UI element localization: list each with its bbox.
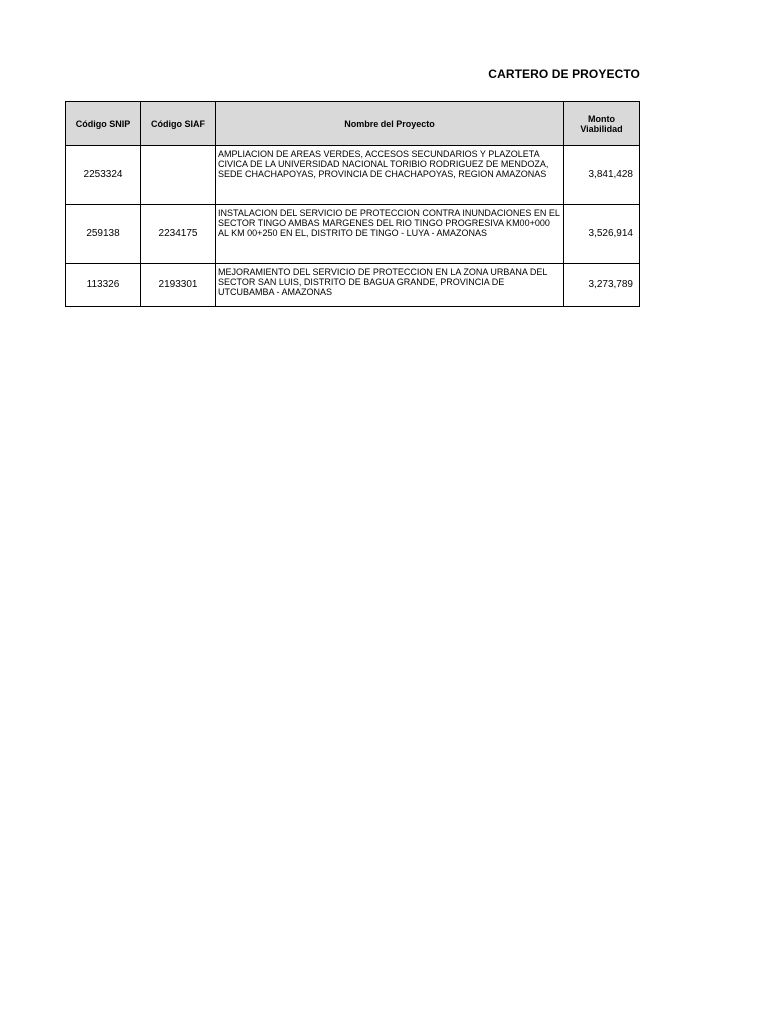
- cell-monto-viabilidad: 3,526,914: [564, 205, 640, 264]
- table-row: [66, 146, 640, 205]
- table-header-row: [66, 102, 640, 146]
- cell-codigo-snip: 113326: [66, 264, 141, 307]
- header-codigo-siaf: Código SIAF: [141, 102, 216, 146]
- project-table: [65, 101, 640, 307]
- cell-monto-viabilidad: 3,841,428: [564, 146, 640, 205]
- document-title: CARTERO DE PROYECTO: [488, 67, 640, 81]
- header-nombre-proyecto: Nombre del Proyecto: [216, 102, 564, 146]
- cell-monto-viabilidad: 3,273,789: [564, 264, 640, 307]
- cell-nombre-proyecto: MEJORAMIENTO DEL SERVICIO DE PROTECCION EN LA ZONA URBANA DEL SECTOR SAN LUIS, DISTRITO DE BAGUA GRANDE, PROVINCIA DE UTCUBAMBA - AMAZONAS: [216, 264, 564, 307]
- header-codigo-snip: Código SNIP: [66, 102, 141, 146]
- header-monto-viabilidad: Monto Viabilidad: [564, 102, 640, 146]
- cell-codigo-siaf: 2193301: [141, 264, 216, 307]
- cell-codigo-siaf: 2234175: [141, 205, 216, 264]
- table-row: [66, 205, 640, 264]
- cell-codigo-siaf: [141, 146, 216, 205]
- cell-codigo-snip: 2253324: [66, 146, 141, 205]
- cell-nombre-proyecto: INSTALACION DEL SERVICIO DE PROTECCION CONTRA INUNDACIONES EN EL SECTOR TINGO AMBAS MARGENES DEL RIO TINGO PROGRESIVA KM00+000 AL KM 00+250 EN EL, DISTRITO DE TINGO - LUYA - AMAZONAS: [216, 205, 564, 264]
- table-row: [66, 264, 640, 307]
- cell-nombre-proyecto: AMPLIACION DE AREAS VERDES, ACCESOS SECUNDARIOS Y PLAZOLETA CIVICA DE LA UNIVERSIDAD NACIONAL TORIBIO RODRIGUEZ DE MENDOZA, SEDE CHACHAPOYAS, PROVINCIA DE CHACHAPOYAS, REGION AMAZONAS: [216, 146, 564, 205]
- cell-codigo-snip: 259138: [66, 205, 141, 264]
